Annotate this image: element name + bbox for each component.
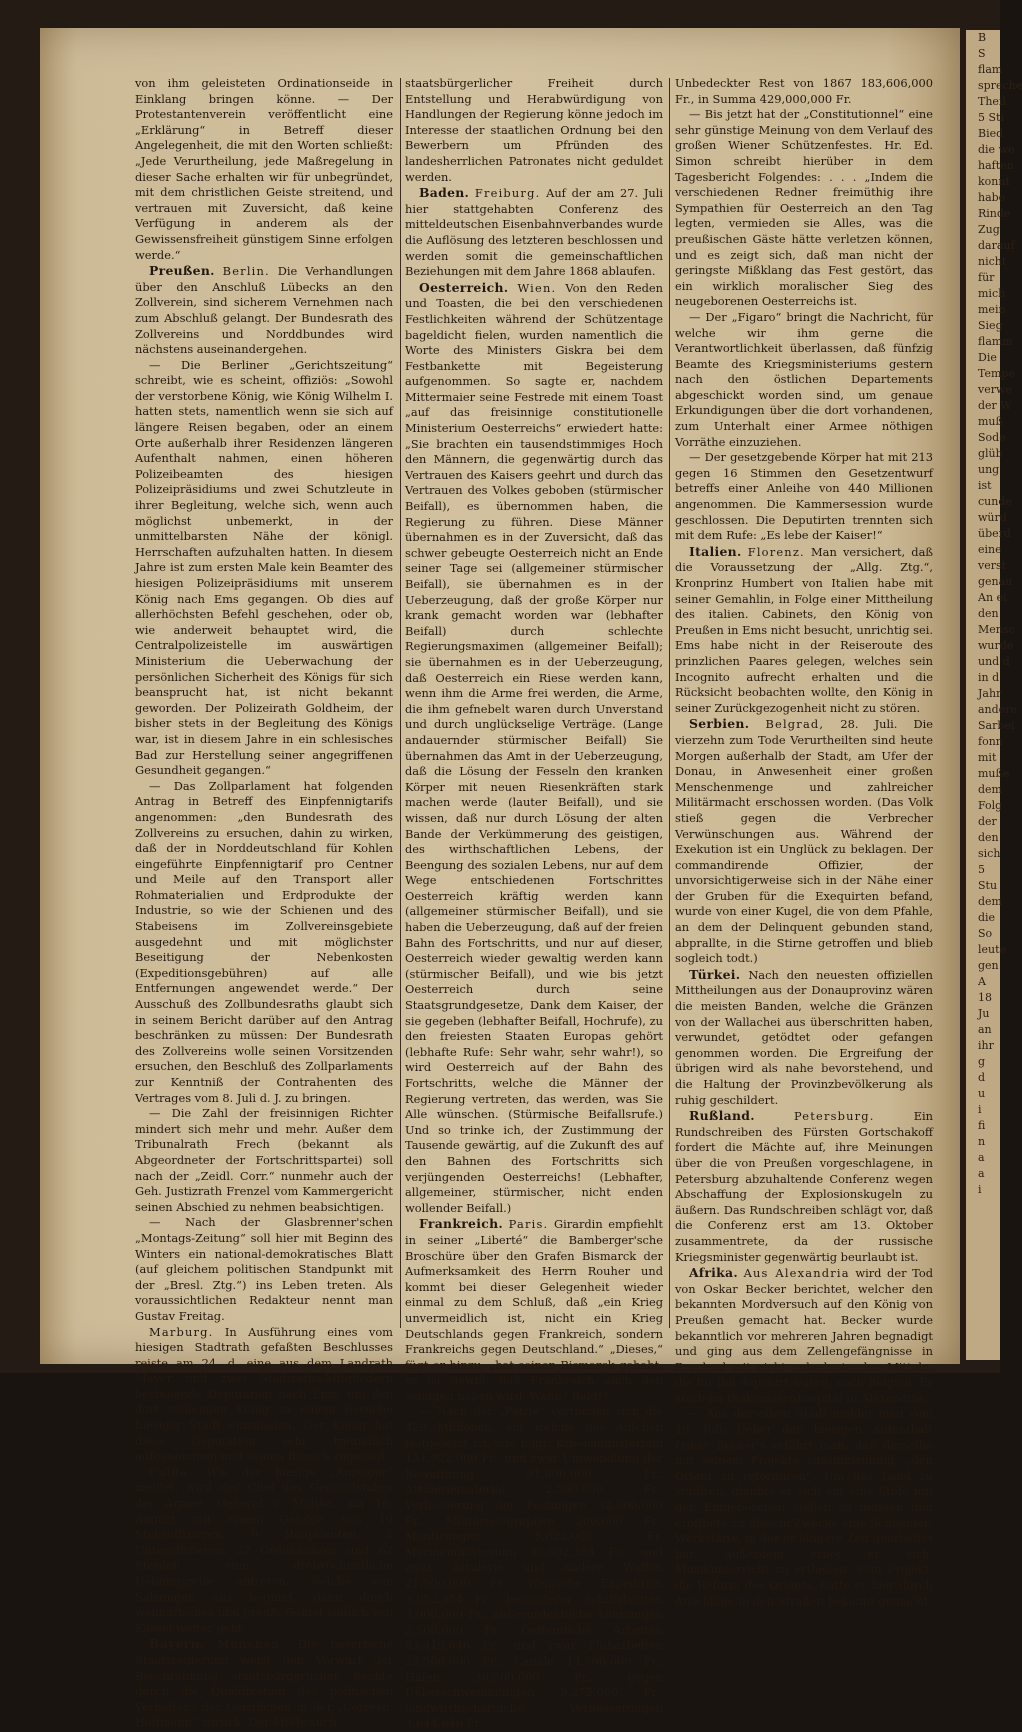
section-heading: Preußen. — [149, 263, 215, 279]
next-page-fragment: S — [978, 47, 986, 60]
article-paragraph — [135, 263, 393, 358]
next-page-fragment: dem — [978, 895, 1002, 908]
article-paragraph — [135, 76, 393, 263]
next-page-fragment: 5 — [978, 863, 985, 876]
next-page-fragment: Folg — [978, 799, 1003, 812]
next-page-fragment: Sarbei — [978, 719, 1015, 732]
next-page-fragment: ung — [978, 463, 1000, 476]
article-paragraph — [675, 107, 933, 310]
next-page-fragment: sich — [978, 847, 1001, 860]
dateline: Belgrad, — [765, 717, 825, 732]
next-page-fragment: a — [978, 1151, 985, 1164]
paragraph-text: — Nach der „Patrie“ vertheilen sich die 429 Millionen, auf welche das Anlehen festgesetzt ist, wie folgt: Kriegsministerium 131,922,000 Fr., und zwar Umwandlung der Bewaffnung 91,600,000 Fr., Artilleriematerial 2,500,000 Fr., Verbesserung der Festungen 32,000,000 Fr., Militärtelegraphen 200,000 Fr., Montirungen 5,622,000 Fr. Marineministerium 30,052,354 Fr., und zwar Artillerie und andere Waffen 21,500,000 Fr., römische Expedition 3,052,354 Fr., besonderer Schiffsbauten 3,000,000 Fr., außerordentliche Löhnungen 2,500,000 Fr. Oeffentliche Arbeiten 83,419,646 Fr., und zwar Flußarbeiten 25,500,000 Fr., Canäle 14,500,000 Fr., Häfen 30,500,000 Fr., gegen Ueberschwemmungen 9,275,000 Fr., landwirthschaftliche Verbesserungen 3,644,646 Fr. — [405, 1404, 663, 1731]
paragraph-text: Die bayerische Staatsregierung weist den Vorwurf der Beschränkung staatsbürgerlicher Rechte durch die Qualifikation des politischen Verhaltens der Geistlichen in der „Corresp. Hoffmann“ zurück. Der Mißbrauch — [135, 1637, 394, 1730]
next-page-fragment: andere — [978, 703, 1017, 716]
next-page-fragment: Bied — [978, 127, 1004, 140]
article-paragraph — [135, 1465, 393, 1637]
article-paragraph — [675, 450, 933, 544]
paragraph-text: — Aus derselben Stadt meldet man vom 19. Juli: Ueber den hiesigen Aufenthalt Oskar Becker's erfährt man, daß derselbe mit seinem Projekte zusammenhing, „den Orient zu reformiren“. Um das Land zu studiren, glaubte er sich auf eine Stufe mit den Eingeborenen stellen zu müssen und eröffnete zu diesem Zwecke eine Schneider-Werkstätte, in der er längere Zeit gearbeitet hat. Außerdem erbot er sich, Musikunterricht zu ertheilen. Sein Projekt, die Reform des Orients, hatte er hier durch Anschläge in den Straßen bekannt gemacht. — [675, 1406, 933, 1608]
paragraph-text: — Die Berliner „Gerichtszeitung“ schreibt, wie es scheint, offiziös: „Sowohl der verstorbene König, wie König Wilhelm I. hatten stets, namentlich wenn sie sich auf längere Reisen begaben, oder an einem Orte außerhalb ihrer Residenzen längeren Aufenthalt nahmen, einen höheren Polizeibeamten des hiesigen Polizeipräsidiums und zwei Schutzleute in ihrer Begleitung, welche sich, wenn auch möglichst unbemerkt, in der unmittelbarsten Nähe der königl. Herrschaften aufzuhalten hatten. In diesem Jahre ist zum ersten Male kein Beamter des hiesigen Polizeipräsidiums mit unserem König nach Ems gegangen. Ob dies auf allerhöchsten Befehl geschehen, oder ob, wie anderweit behauptet wird, die Centralpolizeistelle im auswärtigen Ministerium die Ueberwachung der persönlichen Sicherheit des Königs für sich beansprucht hat, ist nicht bekannt geworden. Der Polizeirath Goldheim, der bisher stets in der Begleitung des Königs war, ist in diesem Jahre in ein schlesisches Bad zur Herstellung seiner angegriffenen Gesundheit gegangen.“ — [135, 357, 393, 778]
dateline: Marburg. — [149, 1324, 214, 1339]
next-page-fragment: Mensc — [978, 623, 1015, 636]
next-page-fragment: 5 Sti — [978, 111, 1004, 124]
next-page-fragment: die we — [978, 143, 1015, 156]
next-page-fragment: ist — [978, 479, 992, 492]
column-3 — [675, 76, 934, 1608]
next-page-fragment: gen — [978, 959, 999, 972]
section-heading: Serbien. — [689, 716, 750, 732]
next-page-fragment: n — [978, 1135, 986, 1148]
next-page-fragment: Jahr — [978, 687, 1002, 700]
next-page-fragment: würd — [978, 511, 1007, 524]
section-heading: Afrika. — [689, 1265, 738, 1281]
next-page-fragment: spreche — [978, 79, 1022, 92]
paragraph-text: 28. Juli. Die vierzehn zum Tode Verurtheilten sind heute Morgen außerhalb der Stadt, am Ufer der Donau, in Anwesenheit einer großen Menschenmenge und zahlreicher Militärmacht erschossen worden. (Das Volk stieß gegen die Verbrecher Verwünschungen aus. Während der Exekution ist ein Unglück zu beklagen. Der commandirende Offizier, der unvorsichtigerweise sich in der Nähe einer der Gruben für die Exequirten befand, wurde von einer Kugel, die von dem Pfahle, an dem der Delinquent gebunden stand, abprallte, in die Stirne getroffen und blieb sogleich todt.) — [675, 717, 934, 966]
section-heading: Frankreich. — [419, 1216, 504, 1232]
next-page-fragment: wurde — [978, 639, 1014, 652]
next-page-fragment: Theil — [978, 95, 1006, 108]
next-page-fragment: So — [978, 927, 993, 940]
next-page-fragment: genau — [978, 575, 1013, 588]
next-page-fragment: An ei — [978, 591, 1007, 604]
next-page-fragment: fonn — [978, 735, 1003, 748]
section-heading: Bayern. — [149, 1636, 205, 1652]
paragraph-text: — Nach der Glasbrenner'schen „Montags-Zeitung“ soll hier mit Beginn des Winters ein national-demokratisches Blatt (auf gleichem politischen Standpunkt mit der „Bresl. Ztg.“) ins Leben treten. Als voraussichtlichen Redakteur nennt man Gustav Freitag. — [135, 1215, 393, 1323]
next-page-fragment: ihr — [978, 1039, 994, 1052]
next-page-fragment: Sieg — [978, 319, 1003, 332]
article-paragraph — [675, 1406, 933, 1609]
next-page-fragment: der — [978, 815, 997, 828]
next-page-fragment: nicht — [978, 255, 1007, 268]
next-page-fragment: cunde — [978, 495, 1012, 508]
dateline: Wien. — [517, 280, 557, 295]
next-page-fragment: mit — [978, 751, 997, 764]
article-paragraph — [675, 1265, 933, 1406]
paragraph-text: staatsbürgerlicher Freiheit durch Entstellung und Herabwürdigung von Handlungen der Regierung könne jedoch im Interesse der staatlichen Ordnung bei den Bewerbern um Pfründen des landesherrlichen Patronates nicht geduldet werden. — [405, 76, 663, 184]
dateline: Florenz. — [747, 544, 805, 559]
paragraph-text: — Das Zollparlament hat folgenden Antrag in Betreff des Einpfennigtarifs angenommen: „den Bundesrath des Zollvereins zu ersuchen, dahin zu wirken, daß der in Norddeutschland für Kohlen eingeführte Einpfennigtarif pro Centner und Meile auf den Transport aller Rohmaterialien und Erdprodukte der Industrie, so wie der Schienen und des Stabeisens im Zollvereinsgebiete ausgedehnt und mit möglichster Beseitigung der Nebenkosten (Expeditionsgebühren) auf alle Entfernungen angewendet werde.“ Der Ausschuß des Zollbundesraths glaubt sich in seinem Bericht darüber auf den Antrag beschränken zu müssen: Der Bundesrath des Zollvereins wolle seinen Vorsitzenden ersuchen, den Beschluß des Zollparlaments zur Kenntniß der Contrahenten des Vertrages vom 8. Juli d. J. zu bringen. — [135, 778, 393, 1105]
paragraph-text: Ein Rundschreiben des Fürsten Gortschakoff fordert die Mächte auf, ihre Meinungen über die von Preußen vorgeschlagene, in Petersburg abzuhaltende Conferenz wegen Abschaffung der Explosionskugeln zu äußern. Das Rundschreiben schlägt vor, daß die Conferenz erst am 13. Oktober zusammentrete, da der russische Kriegsminister gegenwärtig beurlaubt ist. — [675, 1109, 934, 1264]
next-page-fragment: muß — [978, 415, 1003, 428]
section-heading: Baden. — [419, 185, 470, 201]
paragraph-text: wird der Tod von Oskar Becker berichtet, welcher den bekannten Mordversuch auf den König von Preußen gemacht hat. Becker wurde bekanntlich vor mehreren Jahren begnadigt und ging aus dem Zellengefängnisse in Bruchsal mit nicht unbedeutenden Mitteln, die für ihn deponirt waren, nach Belgien. Er starb im Diakonissenhospital in Alexandria. — [675, 1266, 933, 1405]
paragraph-text: Girardin empfiehlt in seiner „Liberté“ die Bamberger'sche Broschüre über den Grafen Bismarck der Aufmerksamkeit des Herrn Rouher und kommt bei dieser Gelegenheit wieder einmal zu dem Schluß, daß „ein Krieg unvermeidlich ist, nicht ein Krieg Deutschlands gegen Frankreich, sondern Frankreichs gegen Deutschland.“ „Dieses,“ fügt er hinzu, „hat seinen Bismarck gehabt; es ist gewiß, daß Frankreich auch den seinigen haben wird. Wann? Bald!“ — [405, 1217, 664, 1403]
article-paragraph — [675, 310, 933, 450]
next-page-fragment: in d — [978, 671, 1000, 684]
next-page-fragment: den — [978, 607, 999, 620]
column-1 — [135, 76, 394, 1730]
next-page-fragment: für — [978, 271, 995, 284]
article-paragraph — [675, 76, 933, 107]
article-paragraph — [135, 1325, 393, 1465]
paragraph-text: Man versichert, daß die Voraussetzung der „Allg. Ztg.“, Kronprinz Humbert von Italien habe mit seiner Gemahlin, in Folge einer Mittheilung des italien. Cabinets, den König von Preußen in Ems nicht besucht, unrichtig sei. Ems habe nicht in der Reiseroute des prinzlichen Paares gelegen, welches sein Incognito aufrecht erhalten und die Rücksicht beobachten wollte, den König in seiner Zurückgezogenheit nicht zu stören. — [675, 544, 933, 715]
next-page-fragment: flamm — [978, 335, 1013, 348]
paragraph-text: Unbedeckter Rest von 1867 183,606,000 Fr., in Summa 429,000,000 Fr. — [675, 76, 933, 106]
next-page-fragment: i — [978, 1183, 982, 1196]
next-page-fragment: fi — [978, 1119, 986, 1132]
next-page-fragment: muße — [978, 767, 1010, 780]
column-2 — [405, 76, 664, 1731]
next-page-fragment: eine — [978, 543, 1002, 556]
next-page-fragment: glüb — [978, 447, 1003, 460]
next-page-fragment: mich — [978, 287, 1006, 300]
paragraph-text: In Ausführung eines vom hiesigen Stadtrath gefaßten Beschlusses reiste am 24. d. eine aus dem Landrath Mayer und zwei Stadtraths-Mitgliedern bestehende Deputation nach Ems, um den dort weilenden König zu einem Besuche hiesiger Stadt einzuladen. Der König hat diese Deputation sehr freundlich aufgenommen und seinen Besuch zugesagt. — [135, 1324, 393, 1464]
next-page-fragment: A — [978, 975, 986, 988]
next-page-fragment: verwe — [978, 383, 1012, 396]
next-page-fragment: 18 — [978, 991, 992, 1004]
next-page-fragment: darauf — [978, 239, 1015, 252]
article-paragraph — [405, 1404, 663, 1731]
next-page-fragment: konnt — [978, 175, 1010, 188]
article-paragraph — [675, 544, 933, 717]
article-paragraph — [675, 716, 933, 967]
dateline: Petersburg. — [793, 1109, 875, 1124]
next-page-fragment: der W — [978, 399, 1012, 412]
paragraph-text: von ihm geleisteten Ordinationseide in Einklang bringen könne. — Der Protestantenverein veröffentlicht eine „Erklärung“ in Betreff dieser Angelegenheit, die mit den Worten schließt: „Jede Verurtheilung, jede Maßregelung in dieser Sache erhalten wir für unbegründet, mit dem christlichen Geiste streitend, und vertrauen mit Zuversicht, daß keine Verfügung in anderem als der Gewissensfreiheit günstigem Sinne erfolgen werde.“ — [135, 76, 393, 262]
article-paragraph — [675, 967, 933, 1108]
next-page-fragment: d — [978, 1071, 986, 1084]
next-page-fragment: verst — [978, 559, 1007, 572]
next-page-fragment: B — [978, 31, 987, 44]
column-rule — [400, 78, 401, 1328]
article-paragraph — [405, 185, 663, 280]
paragraph-text: Auf der am 27. Juli hier stattgehabten Conferenz des mitteldeutschen Eisenbahnverbandes wurde die Auflösung des letzteren beschlossen und werden somit die gemeinschaftlichen Beziehungen mit dem Jahre 1868 ablaufen. — [405, 186, 664, 279]
dateline: Berlin. — [222, 264, 270, 279]
dateline: Paris. — [508, 1217, 549, 1232]
next-page-fragment: Die — [978, 351, 997, 364]
column-rule — [669, 78, 670, 1328]
paragraph-text: — Der gesetzgebende Körper hat mit 213 gegen 16 Stimmen den Gesetzentwurf betreffs einer Anleihe von 440 Millionen angenommen. Die Kammersession wurde geschlossen. Die Deputirten trennten sich mit dem Rufe: „Es lebe der Kaiser!“ — [675, 450, 933, 543]
article-paragraph — [675, 1108, 933, 1265]
dateline: Fulda. — [149, 1464, 193, 1479]
next-page-fragment: und d — [978, 655, 1010, 668]
article-paragraph — [135, 1215, 393, 1324]
next-page-fragment: Zug — [978, 223, 1000, 236]
next-page-edge — [966, 30, 1022, 1360]
article-paragraph — [135, 779, 393, 1106]
next-page-fragment: flam — [978, 63, 1003, 76]
dateline: Freiburg. — [474, 186, 541, 201]
next-page-fragment: an — [978, 1023, 992, 1036]
paragraph-text: — Der „Figaro“ bringt die Nachricht, für welche wir ihm gerne die Verantwortlichkeit überlassen, daß fünfzig Beamte des Kriegsministeriums gestern nach den östlichen Departements abgeschickt worden sind, um genaue Erkundigungen über die dort vorhandenen, zum Unterhalt einer Armee nöthigen Vorräthe einzuziehen. — [675, 309, 933, 449]
section-heading: Italien. — [689, 543, 742, 559]
next-page-fragment: i — [978, 1103, 982, 1116]
next-page-fragment: leute — [978, 943, 1007, 956]
next-page-fragment: überd — [978, 527, 1011, 540]
paragraph-text: Wie der hiesige „Anzeiger“ meldet, wird der Chef des Generalstabes der Armee, General v. Moltke, am 16. August mit einem Gefolge von 16 Stabsoffizieren, 9 Hauptleuten, 2 Unteroffizieren, 32 Ordonnanzen und 62 Pferden eine dreiwöchentliche Uebungsreise antreten, welche von Salzungen aus beginnt, dann durch weimarisches und preuß. Gebiet südlich von Kassel weiter geht. — [135, 1464, 393, 1635]
article-paragraph — [135, 358, 393, 779]
next-page-fragment: u — [978, 1087, 986, 1100]
next-page-fragment: mein — [978, 303, 1006, 316]
next-page-fragment: die — [978, 911, 996, 924]
next-page-fragment: den — [978, 831, 999, 844]
next-page-fragment: g — [978, 1055, 986, 1068]
next-page-fragment: haften — [978, 159, 1014, 172]
article-paragraph — [135, 1636, 393, 1731]
next-page-fragment: habe — [978, 191, 1006, 204]
next-page-fragment: Sode — [978, 431, 1006, 444]
paragraph-text: Nach den neuesten offiziellen Mittheilungen aus der Donauprovinz wären die meisten Banden, welche die Gränzen von der Wallachei aus überschritten haben, verwundet, getödtet oder gefangen genommen worden. Die Ergreifung der übrigen wird als nahe bevorstehend, und die Haltung der Provinzbevölkerung als ruhig geschildert. — [675, 967, 934, 1107]
section-heading: Rußland. — [689, 1108, 755, 1124]
article-paragraph — [135, 1106, 393, 1215]
article-paragraph — [405, 1216, 663, 1404]
dateline: Aus Alexandria — [743, 1266, 850, 1281]
next-page-fragment: Tempe — [978, 367, 1015, 380]
next-page-fragment: Stu — [978, 879, 998, 892]
section-heading: Oesterreich. — [419, 279, 509, 295]
article-paragraph — [405, 280, 663, 1217]
next-page-fragment: Ju — [978, 1007, 990, 1020]
section-heading: Türkei. — [689, 966, 741, 982]
next-page-fragment: dem — [978, 783, 1002, 796]
dateline: München. — [217, 1637, 285, 1652]
paragraph-text: Die Verhandlungen über den Anschluß Lübecks an den Zollverein, sind sicherem Vernehmen nach zum Abschluß gelangt. Der Bundesrath des Zollvereins und Norddbundes wird nächstens auseinandergehen. — [135, 264, 393, 357]
paragraph-text: — Bis jetzt hat der „Constitutionnel“ eine sehr günstige Meinung von dem Verlauf des großen Wiener Schützenfestes. Hr. Ed. Simon schreibt hierüber in dem Tagesbericht Folgendes: . . . „Indem die verschiedenen Redner freimüthig ihre Sympathien für Oesterreich an den Tag legten, vermieden sie Alles, was die preußischen Gäste hätte verletzen können, und es zeigt sich, daß man nicht der geringste Mißklang das Fest gestört, das ein wirklich moralischer Sieg des neugeborenen Oesterreichs ist. — [675, 107, 933, 309]
next-page-fragment: a — [978, 1167, 985, 1180]
paragraph-text: — Die Zahl der freisinnigen Richter mindert sich mehr und mehr. Außer dem Tribunalrath Frech (bekannt als Abgeordneter der Fortschrittspartei) soll nach der „Zeidl. Corr.“ nunmehr auch der Geh. Justizrath Frenzel vom Kammergericht seinen Abschied zu nehmen beabsichtigen. — [135, 1106, 393, 1214]
article-paragraph — [405, 76, 663, 185]
paragraph-text: Von den Reden und Toasten, die bei den verschiedenen Festlichkeiten während der Schützentage bageldicht fielen, wurden namentlich die Worte des Ministers Giskra bei dem Festbankette mit Begeisterung aufgenommen. So sagte er, nachdem Mittermaier seine Festrede mit einem Toast „auf das freisinnige constitutionelle Ministerium Oesterreichs“ erwiedert hatte: „Sie brachten ein tausendstimmiges Hoch den Männern, die gegenwärtig durch das Vertrauen des Kaisers geehrt und durch das Vertrauen des Volkes geboben (stürmischer Beifall), es übernommen haben, die Regierung zu führen. Diese Männer übernahmen es in der Zuversicht, daß das schwer gebeugte Oesterreich nicht an Ende seiner Tage sei (allgemeiner stürmischer Beifall), sie übernahmen es in der Ueberzeugung, daß der große Körper nur krank gemacht worden war (lebhafter Beifall) durch schlechte Regierungsmaximen (allgemeiner Beifall); sie übernahmen es in der Ueberzeugung, daß Oesterreich ein Riese werden kann, wenn ihm die Arme frei werden, die Arme, die ihm gefnebelt waren durch Unverstand und durch unglückselige Verträge. (Lange andauernder stürmischer Beifall) Sie übernahmen das Amt in der Ueberzeugung, daß die Lösung der Fesseln den kranken Körper mit neuen Riesenkräften stark machen werde (lauter Beifall), und sie wissen, daß nur durch Lösung der alten Bande der Verkümmerung des geistigen, des wirthschaftlichen Lebens, der Beengung des sozialen Lebens, nur auf dem Wege entschiedenen Fortschrittes Oesterreich kräftig werden kann (allgemeiner stürmischer Beifall), und sie haben die Ueberzeugung, daß auf der freien Bahn des Fortschritts, und nur auf dieser, Oesterreich wieder gewaltig werden kann (stürmischer Beifall), und wie bis jetzt Oesterreich durch seine Staatsgrundgesetze, Dank dem Kaiser, der sie gegeben (lebhafter Beifall, Hochrufe), zu den freiesten Staaten Europas gehört (lebhafte Rufe: Sehr wahr, sehr wahr!), so wird Oesterreich auf der Bahn des Fortschritts, welche die Männer der Regierung vertreten, das werden, was Sie Alle wünschen. (Stürmische Beifallsrufe.) Und so trinke ich, der Zustimmung der Tausende gewärtig, auf die Zukunft des auf den Bahnen des Fortschritts sich verjüngenden Oesterreichs! (Lebhafter, allgemeiner, stürmischer, nicht enden wollender Beifall.) — [405, 280, 664, 1215]
next-page-fragment: Rinde — [978, 207, 1011, 220]
